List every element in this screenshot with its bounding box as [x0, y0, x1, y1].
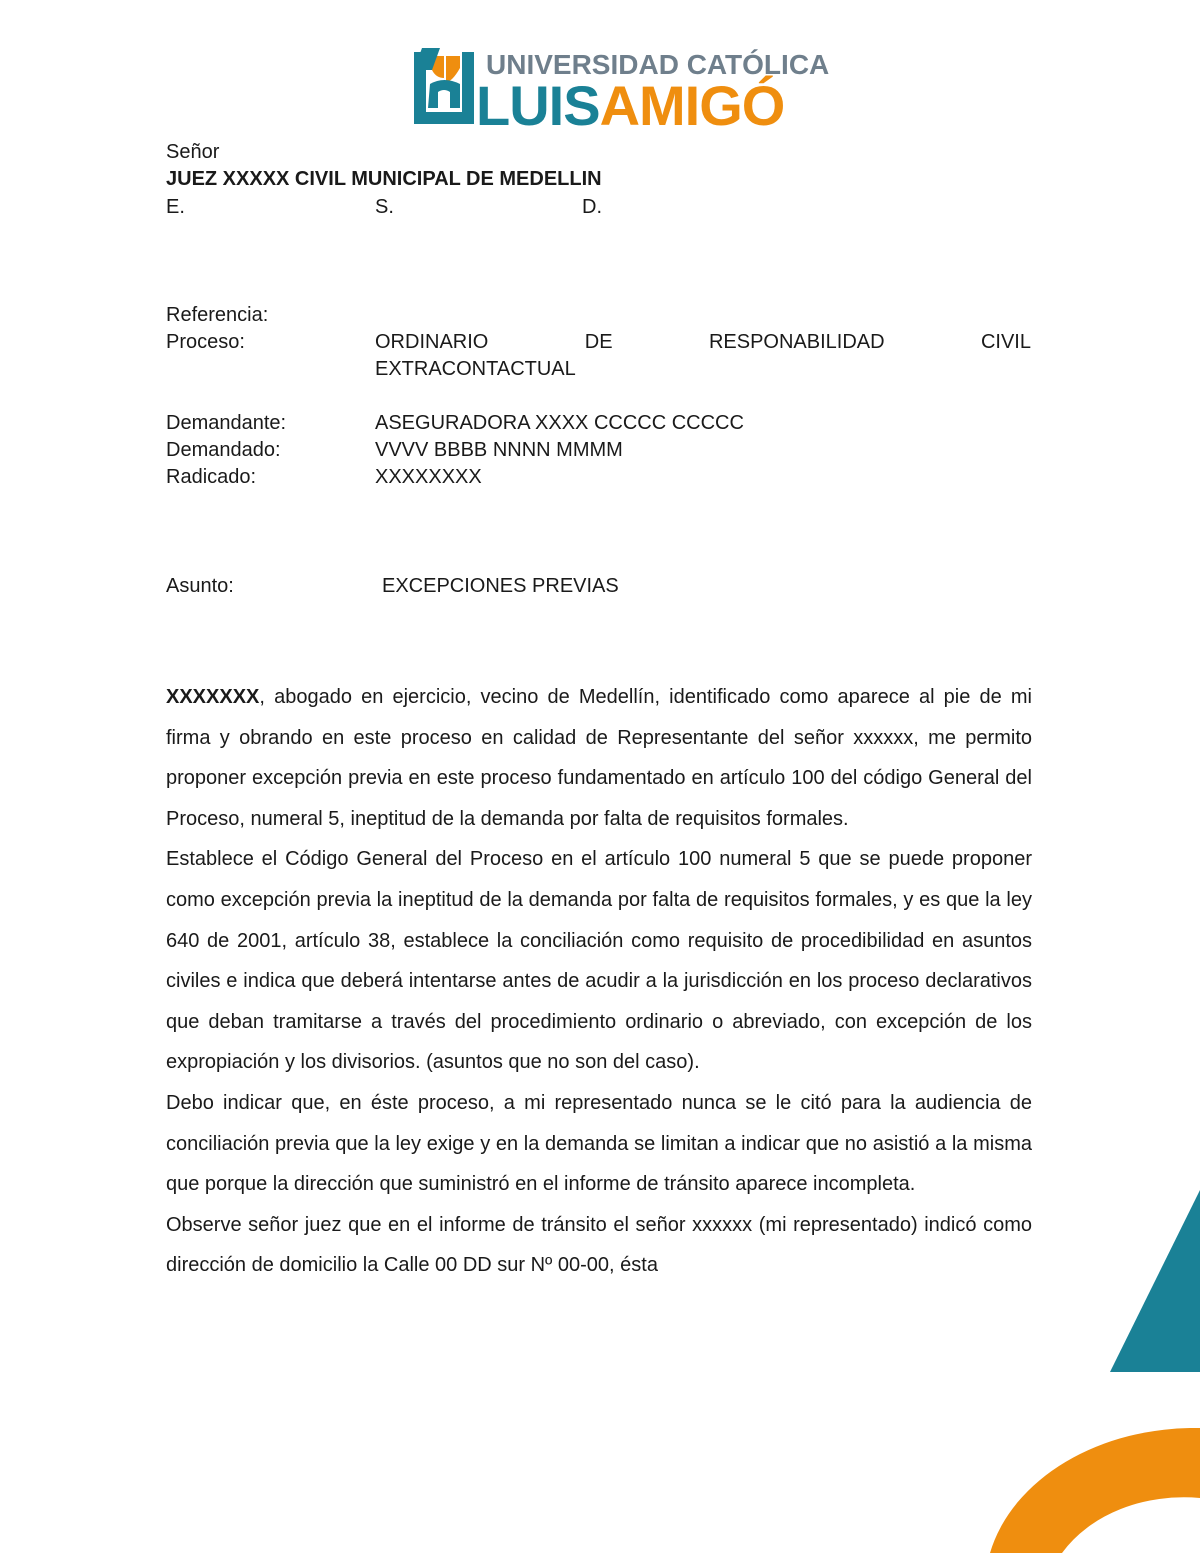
recipient: JUEZ XXXXX CIVIL MUNICIPAL DE MEDELLIN — [166, 168, 602, 190]
plaintiff-label: Demandante: — [166, 412, 287, 434]
process-word: CIVIL — [980, 331, 1031, 353]
subject-label: Asunto: — [166, 575, 234, 597]
paragraph-4: Observe señor juez que en el informe de tránsito el señor xxxxxx (mi representado) indicó como dirección de domicilio la Calle 00 DD sur Nº 00-00, ésta — [166, 1213, 1032, 1277]
decorative-arc-shape — [990, 1428, 1200, 1553]
logo-name-text — [476, 74, 785, 137]
reference-title: Referencia: — [166, 304, 269, 326]
esd-d: D. — [582, 196, 602, 218]
university-logo — [414, 48, 830, 137]
process-word: ORDINARIO — [375, 331, 489, 353]
process-word: DE — [584, 331, 613, 353]
paragraph-2: Establece el Código General del Proceso en el artículo 100 numeral 5 que se puede proponer como excepción previa la ineptitud de la demanda por falta de requisitos formales, y es que la ley 640 de 2001, artículo 38, establece la conciliación como requisito de procedibilidad en asuntos civiles e indica que deberá intentarse antes de acudir a la jurisdicción en los proceso declarativos que deban tramitarse a través del procedimiento ordinario o abreviado, con excepción de los expropiación y los divisorios. (asuntos que no son del caso). — [166, 848, 1032, 1074]
defendant-value: VVVV BBBB NNNN MMMM — [375, 439, 623, 461]
defendant-label: Demandado: — [166, 439, 281, 461]
paragraph-1 — [166, 677, 1032, 839]
process-value-line1 — [375, 329, 1031, 356]
process-value-line2: EXTRACONTACTUAL — [375, 358, 576, 380]
decorative-triangle-shape — [1110, 1190, 1200, 1372]
salutation: Señor — [166, 141, 220, 163]
paragraph-1-text: , abogado en ejercicio, vecino de Medellín, identificado como aparece al pie de mi firma y obrando en este proceso en calidad de Representante del señor xxxxxx, me permito proponer excepción previa en este proceso fundamentado en artículo 100 del código General del Proceso, numeral 5, ineptitud de la demanda por falta de requisitos formales. — [166, 686, 1032, 830]
process-word: RESPONABILIDAD — [708, 331, 885, 353]
logo-luis-text: LUIS — [476, 74, 600, 137]
paragraph-3: Debo indicar que, en éste proceso, a mi representado nunca se le citó para la audiencia de conciliación previa que la ley exige y en la demanda se limitan a indicar que no asistió a la misma que porque la dirección que suministró en el informe de tránsito aparece incompleta. — [166, 1091, 1032, 1196]
filed-label: Radicado: — [166, 466, 257, 488]
logo-amigo-text: AMIGÓ — [599, 74, 785, 137]
lawyer-name: XXXXXXX — [166, 686, 260, 708]
subject-value: EXCEPCIONES PREVIAS — [382, 575, 619, 597]
process-label: Proceso: — [166, 331, 245, 353]
esd-s: S. — [375, 196, 394, 218]
letter-body — [166, 677, 1032, 1286]
esd-e: E. — [166, 196, 185, 218]
esd-line — [166, 194, 866, 221]
filed-value: XXXXXXXX — [375, 466, 482, 488]
logo-accent-icon — [414, 48, 440, 70]
logo-university-text: UNIVERSIDAD CATÓLICA — [486, 49, 830, 80]
plaintiff-value: ASEGURADORA XXXX CCCCC CCCCC — [375, 412, 744, 434]
